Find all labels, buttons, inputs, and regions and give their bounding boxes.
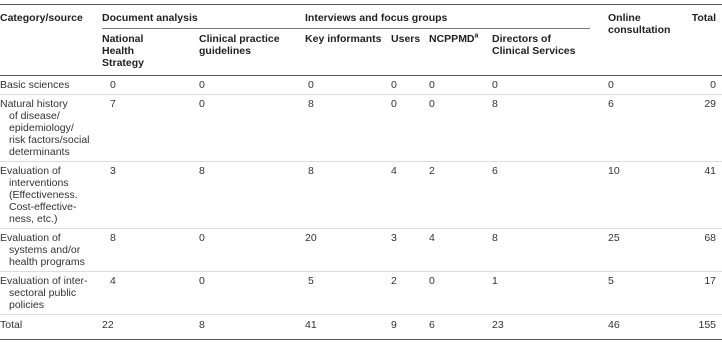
row-value-cell: 8 <box>199 162 305 229</box>
row-total-cell: 0 <box>710 79 717 91</box>
row-value-cell: 9 <box>391 315 429 340</box>
row-category <box>0 76 102 95</box>
row-category-line: epidemiology/ <box>9 122 74 134</box>
row-value-cell: 4 <box>102 272 199 315</box>
table-row <box>0 272 722 315</box>
header-national-health-strategy <box>102 29 199 76</box>
table-body <box>0 76 722 340</box>
row-value-cell: 0 <box>429 95 492 162</box>
table-row <box>0 95 722 162</box>
row-value-cell: 22 <box>102 315 199 340</box>
data-table <box>0 4 722 340</box>
row-category-line: of disease/ <box>9 110 60 122</box>
row-value-cell: 6 <box>429 315 492 340</box>
row-value-cell: 2 <box>429 162 492 229</box>
row-value-cell: 4 <box>429 229 492 272</box>
row-category-line: (Effectiveness. <box>9 189 78 201</box>
header-clinical-practice-guidelines <box>199 29 305 76</box>
row-value-cell: 8 <box>305 95 391 162</box>
header-interviews-focus-groups: Interviews and focus groups <box>305 5 590 29</box>
total-row <box>0 315 722 340</box>
row-category-line: Natural history <box>0 98 68 110</box>
row-total-cell: 68 <box>664 229 722 272</box>
table-row <box>0 76 722 95</box>
row-value-cell: 8 <box>199 315 305 340</box>
row-total-cell: 155 <box>664 315 722 340</box>
row-total-cell: 29 <box>664 95 722 162</box>
row-category-line: ness, etc.) <box>9 213 58 225</box>
table-row <box>0 162 722 229</box>
header-ncppmd-footnote: a <box>474 32 479 40</box>
header-users: Users <box>391 29 429 76</box>
header-directors-clinical-services <box>492 29 590 76</box>
row-value-cell: 46 <box>590 315 664 340</box>
row-value-cell: 0 <box>492 79 498 91</box>
header-document-analysis: Document analysis <box>102 5 305 29</box>
row-category-line: Evaluation of <box>0 232 61 244</box>
header-key-informants: Key informants <box>305 29 391 76</box>
row-value-cell: 0 <box>608 79 614 91</box>
row-value-cell: 2 <box>391 272 429 315</box>
row-value-cell: 3 <box>391 229 429 272</box>
row-category <box>0 162 102 229</box>
header-ncppmd <box>429 29 492 76</box>
row-value-cell: 0 <box>429 79 435 91</box>
row-category-line: Total <box>0 319 23 331</box>
row-category-line: policies <box>9 299 45 311</box>
row-value-cell: 5 <box>305 272 391 315</box>
row-value-cell: 25 <box>590 229 664 272</box>
header-total: Total <box>664 5 722 76</box>
row-category-line: sectoral public <box>9 287 77 299</box>
row-value-cell: 1 <box>492 272 590 315</box>
row-value-cell: 8 <box>305 162 391 229</box>
header-online-consultation <box>590 5 671 76</box>
row-category-line: interventions <box>9 177 69 189</box>
header-directors-text: Directors of Clinical Services <box>492 33 576 57</box>
row-category <box>0 272 102 315</box>
row-value-cell: 4 <box>391 162 429 229</box>
row-value-cell: 0 <box>391 95 429 162</box>
row-value-cell: 20 <box>305 229 391 272</box>
row-category-line: health programs <box>9 256 85 268</box>
row-value-cell: 0 <box>199 95 305 162</box>
row-value-cell: 6 <box>590 95 664 162</box>
row-value-cell: 10 <box>590 162 664 229</box>
header-clinical-practice-guidelines-text: Clinical practice guidelines <box>199 33 280 57</box>
row-value-cell: 0 <box>308 79 314 91</box>
row-total-cell: 17 <box>664 272 722 315</box>
row-value-cell: 3 <box>102 162 199 229</box>
row-category-line: systems and/or <box>9 244 81 256</box>
row-value-cell: 23 <box>492 315 590 340</box>
row-value-cell: 0 <box>110 79 116 91</box>
row-category <box>0 95 102 162</box>
table-row <box>0 229 722 272</box>
row-value-cell: 8 <box>492 95 590 162</box>
row-category-line: risk factors/social <box>9 134 90 146</box>
row-category <box>0 229 102 272</box>
row-value-cell: 0 <box>199 229 305 272</box>
row-value-cell: 7 <box>102 95 199 162</box>
header-national-health-strategy-text: National Health Strategy <box>102 33 145 69</box>
header-online-consultation-text: Online consultation <box>608 12 671 36</box>
row-value-cell: 0 <box>429 272 492 315</box>
row-value-cell: 41 <box>305 315 391 340</box>
row-value-cell: 5 <box>590 272 664 315</box>
row-total-cell: 41 <box>664 162 722 229</box>
row-value-cell: 8 <box>492 229 590 272</box>
row-value-cell: 6 <box>492 162 590 229</box>
row-category-line: Cost-effective- <box>9 201 77 213</box>
row-category-line: Evaluation of inter- <box>0 275 88 287</box>
row-category-line: Basic sciences <box>0 79 70 91</box>
row-value-cell: 0 <box>391 79 397 91</box>
header-category-source: Category/source <box>0 5 102 76</box>
row-category <box>0 315 102 340</box>
row-category-line: determinants <box>9 146 70 158</box>
header-ncppmd-text: NCPPMD <box>429 33 475 45</box>
row-value-cell: 0 <box>199 79 205 91</box>
row-value-cell: 0 <box>199 272 305 315</box>
row-value-cell: 8 <box>102 229 199 272</box>
row-category-line: Evaluation of <box>0 165 61 177</box>
